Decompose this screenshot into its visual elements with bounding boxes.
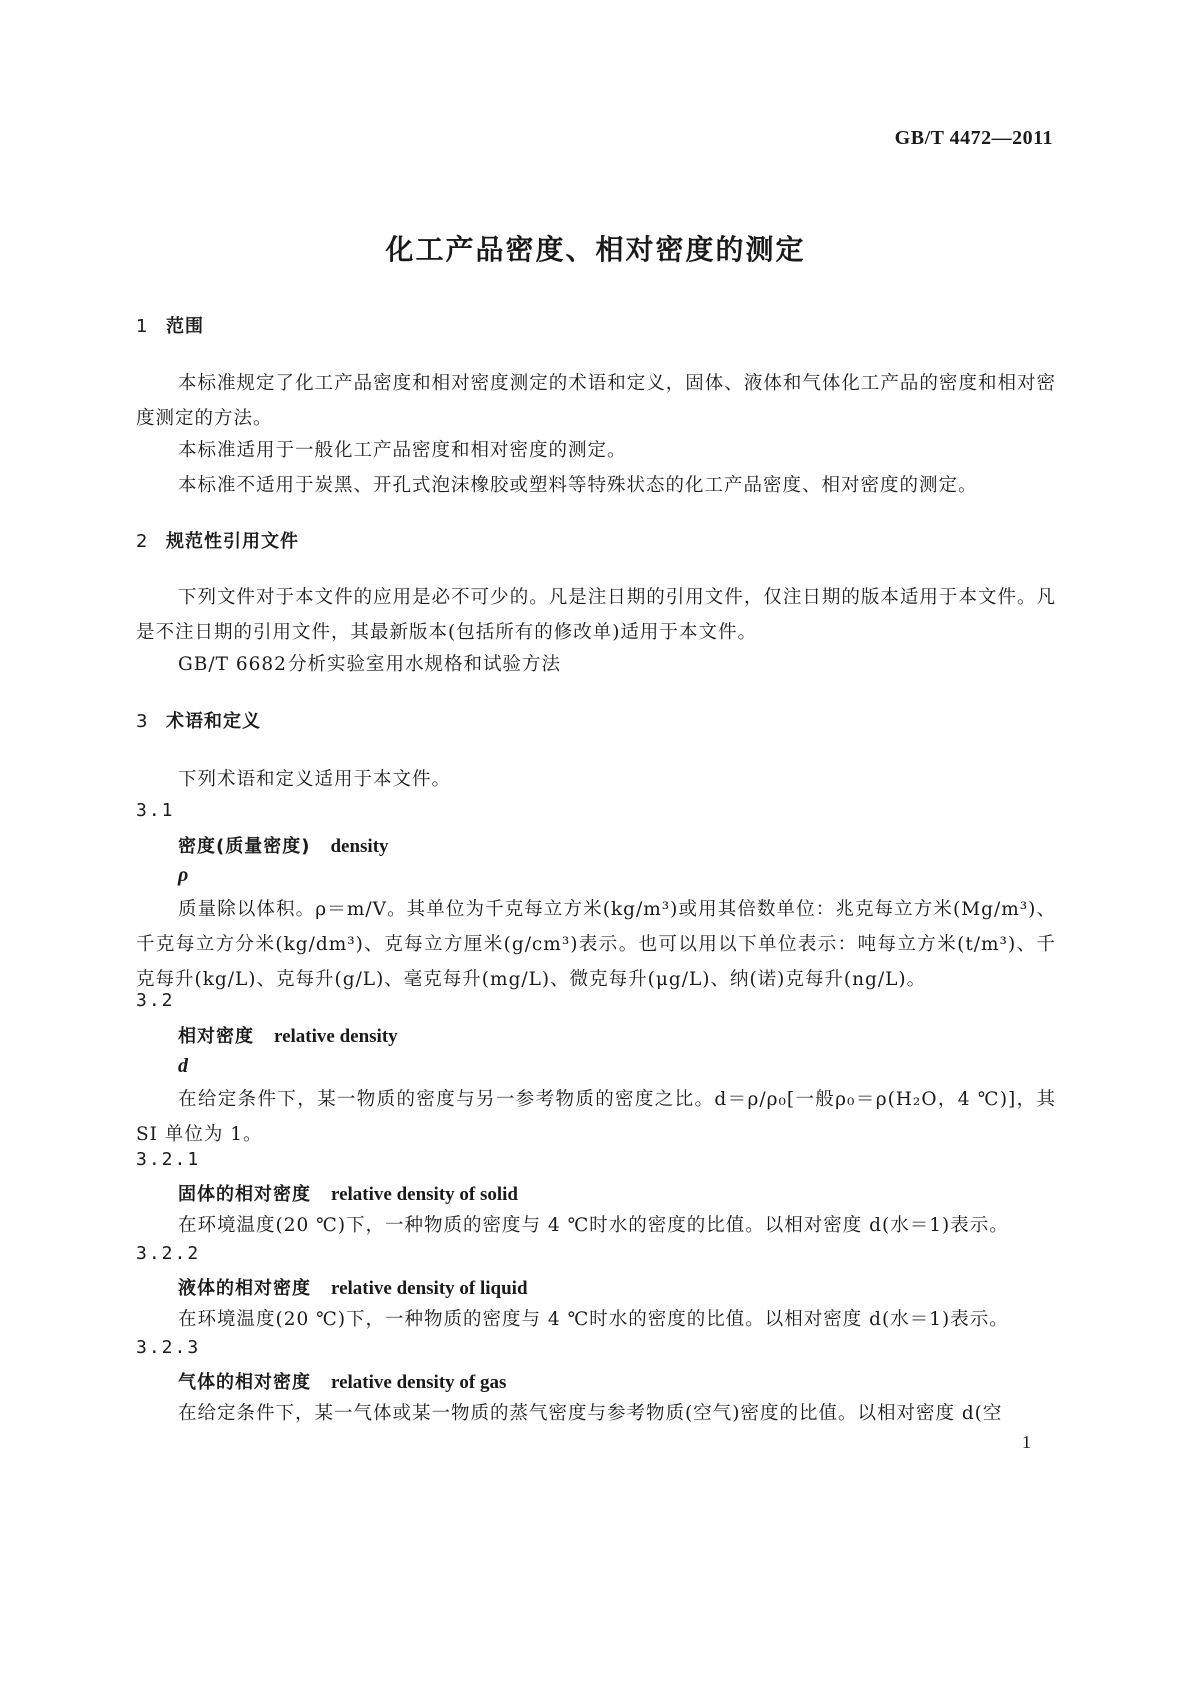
term-chinese: 密度(质量密度): [178, 836, 311, 857]
clause-number: 3.2.2: [136, 1243, 201, 1264]
term-english: relative density of gas: [331, 1372, 507, 1393]
term-relative-density-solid: [178, 1180, 518, 1206]
section-1-paragraph-1: [136, 366, 1056, 436]
term-definition-liquid: 在环境温度(20 ℃)下，一种物质的密度与 4 ℃时水的密度的比值。以相对密度 d(水＝1)表示。: [178, 1309, 1009, 1330]
term-relative-density-gas: [178, 1368, 506, 1394]
normative-reference: [178, 650, 561, 676]
reference-code: GB/T 6682: [178, 654, 287, 675]
definition-text: 质量除以体积。ρ＝m/V。其单位为千克每立方米(kg/m³)或用其倍数单位：兆克每立方米(Mg/m³)、千克每立方分米(kg/dm³)、克每立方厘米(g/cm³)表示。也可以用以下单位表示：吨每立方米(t/m³)、千克每升(kg/L)、克每升(g/L)、毫克每升(mg/L)、微克每升(μg/L)、纳(诺)克每升(ng/L)。: [136, 899, 1056, 990]
term-relative-density: [178, 1022, 398, 1048]
term-chinese: 液体的相对密度: [178, 1278, 311, 1299]
section-1-heading: [136, 312, 204, 338]
section-2-paragraph-1: [136, 580, 1056, 650]
section-number: 2: [136, 531, 149, 552]
paragraph-text: 本标准规定了化工产品密度和相对密度测定的术语和定义，固体、液体和气体化工产品的密度和相对密度测定的方法。: [136, 373, 1056, 429]
term-english: relative density: [274, 1026, 398, 1047]
section-number: 3: [136, 711, 149, 732]
section-2-heading: [136, 527, 299, 553]
section-3-heading: [136, 707, 261, 733]
term-chinese: 固体的相对密度: [178, 1184, 311, 1205]
term-definition-relative-density: [136, 1082, 1056, 1152]
clause-number: 3.2.3: [136, 1337, 201, 1358]
term-english: relative density of solid: [331, 1184, 519, 1205]
paragraph-text: 下列文件对于本文件的应用是必不可少的。凡是注日期的引用文件，仅注日期的版本适用于本文件。凡是不注日期的引用文件，其最新版本(包括所有的修改单)适用于本文件。: [136, 587, 1056, 643]
term-relative-density-liquid: [178, 1274, 528, 1300]
section-1-paragraph-2: 本标准适用于一般化工产品密度和相对密度的测定。: [178, 440, 627, 461]
clause-number: 3.2.1: [136, 1149, 201, 1170]
document-title: 化工产品密度、相对密度的测定: [385, 233, 806, 266]
standard-code: GB/T 4472—2011: [894, 127, 1053, 149]
clause-number: 3.1: [136, 800, 175, 821]
section-number: 1: [136, 316, 149, 337]
section-title: 规范性引用文件: [166, 531, 299, 552]
section-3-intro: 下列术语和定义适用于本文件。: [178, 769, 452, 790]
term-english: density: [330, 836, 389, 857]
term-chinese: 相对密度: [178, 1026, 254, 1047]
page-number: 1: [1022, 1432, 1031, 1452]
term-definition-gas: 在给定条件下，某一气体或某一物质的蒸气密度与参考物质(空气)密度的比值。以相对密度 d(空: [178, 1403, 1003, 1424]
section-title: 术语和定义: [166, 711, 261, 732]
term-english: relative density of liquid: [331, 1278, 528, 1299]
clause-number: 3.2: [136, 990, 175, 1011]
term-symbol: d: [178, 1055, 188, 1077]
term-chinese: 气体的相对密度: [178, 1372, 311, 1393]
term-symbol: ρ: [178, 864, 189, 886]
section-1-paragraph-3: 本标准不适用于炭黑、开孔式泡沫橡胶或塑料等特殊状态的化工产品密度、相对密度的测定。: [178, 475, 978, 496]
term-density: [178, 832, 389, 858]
definition-text: 在给定条件下，某一物质的密度与另一参考物质的密度之比。d＝ρ/ρ₀[一般ρ₀＝ρ(H₂O，4 ℃)]，其 SI 单位为 1。: [136, 1089, 1056, 1145]
section-title: 范围: [166, 316, 204, 337]
term-definition-density: [136, 892, 1056, 997]
term-definition-solid: 在环境温度(20 ℃)下，一种物质的密度与 4 ℃时水的密度的比值。以相对密度 d(水＝1)表示。: [178, 1215, 1009, 1236]
reference-title: 分析实验室用水规格和试验方法: [288, 654, 562, 675]
